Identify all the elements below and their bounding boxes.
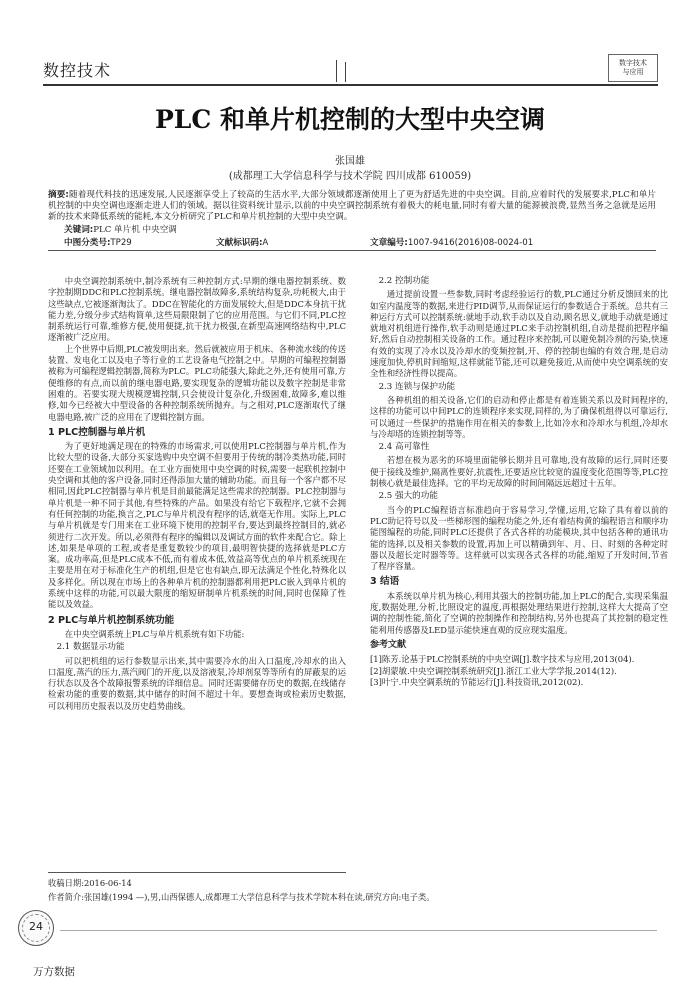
article-no-value: 1007-9416(2016)08-0024-01: [407, 238, 534, 248]
journal-logo: [608, 54, 658, 82]
body-right-column: [370, 276, 668, 688]
footer-brand: 万方数据: [33, 966, 75, 978]
doc-code-label: 文献标识码:: [216, 238, 263, 248]
paragraph: 本系统以单片机为核心,利用其强大的控制功能,加上PLC的配合,实现采集温度,数据处理,分析,比照设定的温度,再根据处理结果进行控制,这样大大提高了空调的控制性能,简化了空调的控制操作和控制结构,另外也提高了其控制的稳定性能利用传感器及LED显示能快速直观的反应现实温度。: [370, 590, 668, 635]
header-divider: [345, 62, 346, 82]
keywords-text: PLC 单片机 中央空调: [93, 225, 177, 235]
received-date: 收稿日期:2016-06-14: [48, 878, 132, 888]
section-heading: 3 结语: [370, 576, 400, 588]
article-title: PLC 和单片机控制的大型中央空调: [155, 105, 545, 134]
page-number: 24: [29, 920, 43, 933]
paragraph: 通过提前设置一些参数,同时考虑经验运行的数,PLC通过分析反馈回来的比如室内温度等的数据,来进行PID调节,从而保证运行的参数适合于系统。总共有三种运行方式可以控制系统:就地手动,软手动以及自动,顾名思义,就地手动就是通过就地对机组进行操作,软手动则是通过PLC来手动控制机组,自动是提前把程序编好,然后自动控制相关设备的工作。通过程序来控制,可以避免制冷剂的污染,快速有效的实现了冷水以及冷却水的变频控制,开、停的控制也编的有效合理,是启动速度加快,停机时间缩短,这样就能节能,还可以避免接近,从而使中央空调系统的安全性和经济性得以提高。: [370, 289, 668, 379]
body-left-column: [48, 276, 346, 712]
abstract-label: 摘要:: [48, 190, 69, 200]
subsection-heading: 2.2 控制功能: [378, 276, 430, 286]
header-divider: [336, 60, 337, 82]
paragraph: 在中央空调系统上PLC与单片机系统有如下功能:: [64, 628, 245, 639]
section-heading: 1 PLC控制器与单片机: [48, 426, 146, 438]
author-bio: 作者简介:张国雄(1994 —),男,山西保德人,成都理工大学信息科学与技术学院本科在读,研究方向:电子类。: [48, 892, 435, 902]
clc-number: [64, 236, 132, 248]
footer-rule: [60, 930, 657, 931]
clc-label: 中图分类号:: [64, 238, 111, 248]
abstract: [48, 190, 656, 224]
paragraph: 上个世界中后期,PLC被发明出来。然后就被应用于机床、各种流水线的传送装置、发电化工以及电子等行业的工艺设备电气控制之中。早期的可编程控制器被称为可编程逻辑控制器,简称为PLC。PLC功能强大,除此之外,还有使用可靠,方便维修的有点,而以前的继电器电路,要实现复杂的逻辑功能以及数字控制是非常困难的。若要实现大规模逻辑控制,只会使设计复杂化,升级困难,故障多,难以维修,如今已经被大中型设备的各种控制系统所抛弃。与之相对,PLC逐渐取代了继电器电路,被广泛的应用在了逻辑控制方面。: [48, 343, 346, 422]
footnote-rule: [48, 872, 346, 873]
subsection-heading: 2.5 强大的功能: [378, 491, 438, 502]
keywords-label: 关键词:: [64, 225, 94, 235]
article-author: 张国雄: [335, 156, 365, 167]
subsection-heading: 2.4 高可靠性: [378, 442, 430, 453]
subsection-heading: 2.1 数据显示功能: [56, 642, 125, 653]
article-number: [370, 236, 533, 248]
paragraph: 中央空调控制系统中,制冷系统有三种控制方式:早期的继电器控制系统、数字控制期DDC和PLC控制系统。继电器控制故障多,系统结构复杂,功耗极大,由于这些缺点,它被逐渐淘汰了。DDC在智能化的方面发展较大,但是DDC本身抗干扰能力差,分级分步式结构简单,这些局限限制了它的应用范围。与它们不同,PLC控制系统运行可靠,维修方便,使用便捷,抗干扰力极强,在新型高速网络结构中,PLC逐渐被广泛应用。: [48, 276, 346, 343]
journal-logo-line1: 数字技术: [619, 59, 647, 67]
section-label: 数控技术: [43, 61, 112, 80]
doc-code-value: A: [262, 238, 269, 248]
paragraph: 为了更好地满足现在的特殊的市场需求,可以使用PLC控制器与单片机,作为比较大型的设备,大部分买家选购中央空调不但要用于传统的制冷类热功能,同时还要在工业领域加以利用。在工业方面使用中央空调的时候,需要一起联机控制中央空调和其他的客户设备,同时还得添加大量的辅助功能。而且每一个客户都不尽相同,因此PLC控制器与单片机是目前最能满足这些需求的控制器。PLC控制器与单片机是一种不同于其他,有些特殊的产品。如果没有给它下载程序,它就不会拥有任何控制的功能,换言之,PLC与单片机没有程序的话,就毫无作用。实际上,PLC与单片机就是专门用来在工业环境下使用的控制平台,要达到最终控制目的,就必须进行二次开发。所以,必须得有程序的编辑以及调试方面的软件来配合它。除上述,如果是单项的工程,或者是重复数较少的项目,最明智快捷的选择就是PLC方案。成功率高,但是PLC成本不低,而有着成本低,效益高等优点的单片机系统现在主要是用在对于标准化生产的机组,但是它也有缺点,即无法满足个性化,特殊化以及多样化。所以现在市场上的各种单片机的控制器都利用把PLC嵌入到单片机的系统中这样的功能,可以最大限度的缩短研制单片机系统的时间,同时也保障了性能以及效益。: [48, 441, 346, 610]
subsection-heading: 2.3 连锁与保护功能: [378, 381, 456, 392]
paragraph: 当今的PLC编程语言标准趋向于容易学习,学懂,运用,它除了具有着以前的PLC助记符号以及一些梯形图的编程功能之外,还有着结构黄的编程语言和顺序功能图编程的功能,同时PLC还提供了各式各样的功能模块,其中包括各种的通讯功能的选择,以及相关参数的设置,再加上可以精确到年、月、日、时刻的各种定时器以及超长定时器等等。这样就可以实现各式各样的功能,缩短了开发时间,节省了程序容量。: [370, 504, 668, 572]
reference-item: [2]胡蒙敏.中央空调控制系统研究[J].浙江工业大学学报,2014(12).: [370, 665, 617, 676]
journal-logo-line2: 与应用: [622, 68, 644, 76]
article-no-label: 文章编号:: [370, 238, 408, 248]
section-heading: 2 PLC与单片机控制系统功能: [48, 614, 175, 626]
keywords: [64, 223, 177, 235]
document-code: [216, 236, 268, 248]
paragraph: 若想在极为恶劣的环境里面能够长期并且可靠地,没有故障的运行,同时还要便于接线及维护,隔离性要好,抗震性,还要适应比较宽的温度变化范围等等,PLC控制核心就是最佳选择。它的平均无故障的时间间隔远远超过十五年。: [370, 455, 668, 489]
reference-item: [1]陈芳.论基于PLC控制系统的中央空调[J].数字技术与应用,2013(04).: [370, 654, 635, 665]
references-heading: 参考文献: [370, 639, 407, 650]
clc-value: TP29: [110, 238, 132, 248]
article-affiliation: (成都理工大学信息科学与技术学院 四川成都 610059): [228, 171, 472, 182]
paragraph: 各种机组的相关设备,它们的启动和停止都是有着连锁关系以及时间程序的,这样的功能可以中间PLC的连锁程序来实现,同样的,为了确保机组得以可靠运行,可以通过一些保护的措施作用在相关的参数上,比如冷水和冷却水与机组,冷却水与冷却塔的连锁控制等等。: [370, 394, 668, 439]
meta-rule: [48, 250, 656, 251]
abstract-text: 随着现代科技的迅速发展,人民逐渐享受上了较高的生活水平,大部分领域都逐渐使用上了更为舒适先进的中央空调。目前,应着时代的发展要求,PLC和单片机控制的中央空调也逐渐走进人们的领域。据以往资料统计显示,以前的中央空调控制系统有着极大的耗电量,同时有着大量的能源被浪费,显然当务之急就是运用新的技术来降低系统的能耗,本文分析研究了PLC和单片机控制的大型中央空调。: [48, 190, 657, 223]
reference-item: [3]叶宁.中央空调系统的节能运行[J].科技资讯,2012(02).: [370, 676, 584, 687]
paragraph: 可以把机组的运行参数显示出来,其中需要冷水的出入口温度,冷却水的出入口温度,蒸汽的压力,蒸汽阀门的开度,以及溶液泵,冷却剂泵等等所有的屏蔽泵的运行状态以及各个故障报警系统的详细信息。同时还需要储存历史的数据,在线储存检索功能的重要的数据,其中储存的时间不超过十年。要想查询或检索历史数据,可以利用历史报表以及历史趋势曲线。: [48, 655, 346, 711]
header-rule: [43, 84, 658, 86]
